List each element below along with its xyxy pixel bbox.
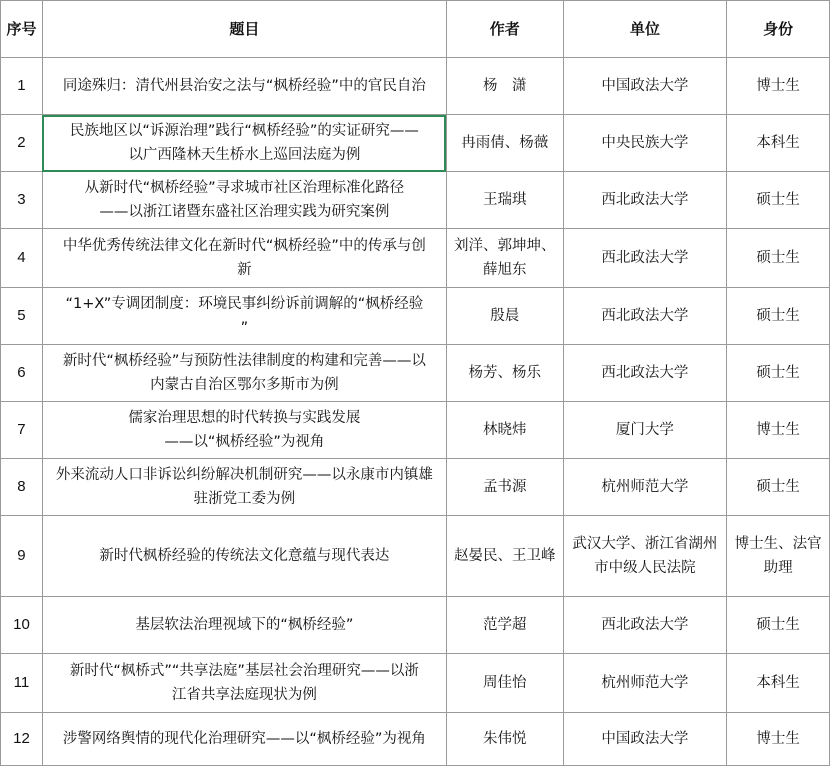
header-no[interactable]: 序号 (1, 1, 43, 58)
cell-title[interactable] (42, 459, 446, 516)
table-row (1, 288, 830, 345)
title-line: 新时代“枫桥经验”与预防性法律制度的构建和完善——以 (62, 353, 426, 369)
title-line: ——以浙江诸暨东盛社区治理实践为研究案例 (99, 204, 390, 220)
cell-author[interactable]: 杨 潇 (446, 58, 563, 115)
cell-no[interactable]: 4 (1, 229, 43, 288)
title-line: 从新时代“枫桥经验”寻求城市社区治理标准化路径 (84, 180, 405, 196)
cell-title[interactable] (42, 516, 446, 597)
table-row (1, 115, 830, 172)
cell-title[interactable] (42, 713, 446, 766)
cell-role[interactable]: 硕士生 (727, 288, 830, 345)
cell-author[interactable]: 周佳怡 (446, 654, 563, 713)
cell-unit[interactable]: 西北政法大学 (563, 288, 727, 345)
cell-unit[interactable]: 西北政法大学 (563, 172, 727, 229)
title-line: 涉警网络舆情的现代化治理研究——以“枫桥经验”为视角 (62, 731, 426, 747)
cell-no[interactable]: 7 (1, 402, 43, 459)
cell-author[interactable]: 朱伟悦 (446, 713, 563, 766)
title-line: 以广西隆林天生桥水上巡回法庭为例 (128, 147, 361, 163)
title-line: 同途殊归：清代州县治安之法与“枫桥经验”中的官民自治 (62, 78, 426, 94)
cell-title[interactable] (42, 172, 446, 229)
cell-role[interactable]: 博士生 (727, 58, 830, 115)
table-row (1, 402, 830, 459)
cell-title[interactable] (42, 229, 446, 288)
table-row (1, 597, 830, 654)
cell-no[interactable]: 6 (1, 345, 43, 402)
table-row (1, 229, 830, 288)
cell-role[interactable]: 博士生、法官助理 (727, 516, 830, 597)
cell-unit[interactable]: 杭州师范大学 (563, 459, 727, 516)
title-line: 儒家治理思想的时代转换与实践发展 (128, 410, 361, 426)
table-row (1, 172, 830, 229)
cell-author[interactable]: 刘洋、郭坤坤、薛旭东 (446, 229, 563, 288)
table-row (1, 654, 830, 713)
table-row (1, 345, 830, 402)
cell-author[interactable]: 杨芳、杨乐 (446, 345, 563, 402)
header-author[interactable]: 作者 (446, 1, 563, 58)
table-body (1, 58, 830, 766)
header-row (1, 1, 830, 58)
title-line: ” (240, 320, 249, 336)
table-row (1, 713, 830, 766)
title-line: 外来流动人口非诉讼纠纷解决机制研究——以永康市内镇雄 (55, 467, 433, 483)
cell-title[interactable] (42, 597, 446, 654)
cell-role[interactable]: 本科生 (727, 654, 830, 713)
table-row (1, 516, 830, 597)
cell-author[interactable]: 范学超 (446, 597, 563, 654)
cell-author[interactable]: 冉雨倩、杨薇 (446, 115, 563, 172)
cell-author[interactable]: 殷晨 (446, 288, 563, 345)
cell-title[interactable] (42, 288, 446, 345)
cell-no[interactable]: 1 (1, 58, 43, 115)
cell-no[interactable]: 8 (1, 459, 43, 516)
title-line: 驻浙党工委为例 (193, 491, 296, 507)
table-row (1, 58, 830, 115)
title-line: ——以“枫桥经验”为视角 (164, 434, 325, 450)
cell-unit[interactable]: 厦门大学 (563, 402, 727, 459)
cell-role[interactable]: 博士生 (727, 402, 830, 459)
title-line: 江省共享法庭现状为例 (171, 687, 317, 703)
cell-role[interactable]: 硕士生 (727, 345, 830, 402)
cell-role[interactable]: 硕士生 (727, 597, 830, 654)
title-line: 基层软法治理视域下的“枫桥经验” (135, 617, 354, 633)
title-line: “1+X”专调团制度：环境民事纠纷诉前调解的“枫桥经验 (65, 296, 424, 312)
cell-no[interactable]: 12 (1, 713, 43, 766)
cell-title[interactable] (42, 345, 446, 402)
title-line: 内蒙古自治区鄂尔多斯市为例 (150, 377, 339, 393)
cell-title[interactable] (42, 654, 446, 713)
cell-no[interactable]: 2 (1, 115, 43, 172)
cell-title[interactable] (42, 402, 446, 459)
header-role[interactable]: 身份 (727, 1, 830, 58)
cell-author[interactable]: 赵晏民、王卫峰 (446, 516, 563, 597)
cell-no[interactable]: 9 (1, 516, 43, 597)
title-line: 新时代“枫桥式”“共享法庭”基层社会治理研究——以浙 (69, 663, 419, 679)
header-unit[interactable]: 单位 (563, 1, 727, 58)
cell-no[interactable]: 3 (1, 172, 43, 229)
cell-no[interactable]: 10 (1, 597, 43, 654)
cell-unit[interactable]: 中国政法大学 (563, 58, 727, 115)
cell-unit[interactable]: 武汉大学、浙江省湖州市中级人民法院 (563, 516, 727, 597)
cell-role[interactable]: 博士生 (727, 713, 830, 766)
cell-title[interactable] (42, 58, 446, 115)
title-line: 新时代枫桥经验的传统法文化意蕴与现代表达 (99, 548, 390, 564)
cell-no[interactable]: 11 (1, 654, 43, 713)
cell-unit[interactable]: 西北政法大学 (563, 597, 727, 654)
cell-author[interactable]: 林晓炜 (446, 402, 563, 459)
header-title[interactable]: 题目 (42, 1, 446, 58)
cell-unit[interactable]: 中央民族大学 (563, 115, 727, 172)
cell-title[interactable] (42, 115, 446, 172)
title-line: 民族地区以“诉源治理”践行“枫桥经验”的实证研究—— (69, 123, 419, 139)
title-line: 中华优秀传统法律文化在新时代“枫桥经验”中的传承与创 (62, 238, 426, 254)
cell-role[interactable]: 硕士生 (727, 229, 830, 288)
cell-unit[interactable]: 西北政法大学 (563, 345, 727, 402)
cell-unit[interactable]: 杭州师范大学 (563, 654, 727, 713)
cell-author[interactable]: 王瑞琪 (446, 172, 563, 229)
cell-author[interactable]: 孟书源 (446, 459, 563, 516)
table-row (1, 459, 830, 516)
cell-role[interactable]: 本科生 (727, 115, 830, 172)
cell-role[interactable]: 硕士生 (727, 459, 830, 516)
cell-role[interactable]: 硕士生 (727, 172, 830, 229)
title-line: 新 (237, 262, 252, 278)
cell-no[interactable]: 5 (1, 288, 43, 345)
cell-unit[interactable]: 中国政法大学 (563, 713, 727, 766)
cell-unit[interactable]: 西北政法大学 (563, 229, 727, 288)
